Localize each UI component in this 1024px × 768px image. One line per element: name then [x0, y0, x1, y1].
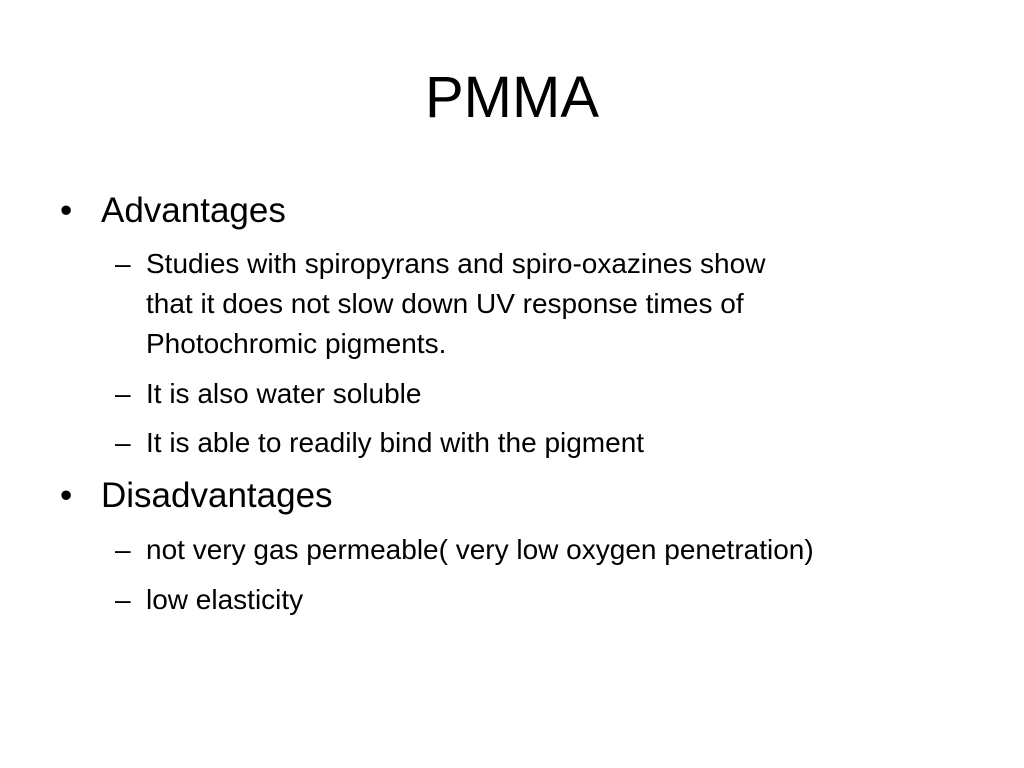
dash-icon: –	[115, 584, 131, 615]
dash-icon: –	[115, 427, 131, 458]
bullet-dot-icon: •	[60, 191, 73, 230]
sub-item-line: It is able to readily bind with the pigment	[146, 427, 645, 458]
sub-item-text	[146, 580, 986, 620]
sub-item-line: Photochromic pigments.	[146, 328, 447, 359]
dash-icon: –	[115, 534, 131, 565]
sub-item-line: low elasticity	[146, 584, 304, 615]
bullet-heading: Disadvantages	[101, 476, 333, 515]
dash-icon: –	[115, 248, 131, 279]
dash-icon: –	[115, 378, 131, 409]
sub-item-line: not very gas permeable( very low oxygen penetration)	[146, 534, 814, 565]
sub-item-text	[146, 530, 986, 570]
sub-item-line: Studies with spiropyrans and spiro-oxazines show	[146, 248, 766, 279]
sub-item-text	[146, 374, 986, 414]
sub-item-line: that it does not slow down UV response times of	[146, 288, 744, 319]
sub-item-line: It is also water soluble	[146, 378, 422, 409]
slide-title: PMMA	[425, 65, 599, 130]
bullet-dot-icon: •	[60, 476, 73, 515]
bullet-heading: Advantages	[101, 191, 286, 230]
sub-item-text	[146, 423, 986, 463]
sub-item-text	[146, 244, 986, 364]
